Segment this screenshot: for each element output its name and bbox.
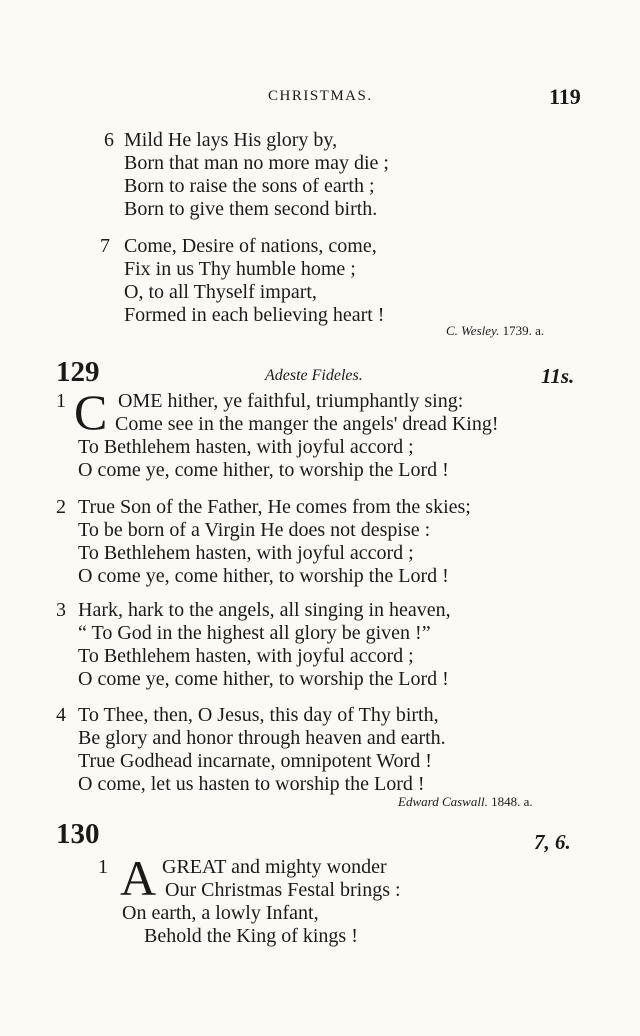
verse-number: 1	[56, 390, 66, 412]
verse-number: 1	[98, 856, 108, 878]
verse-line: O, to all Thyself impart,	[124, 281, 317, 303]
verse-line: “ To God in the highest all glory be given !”	[78, 622, 431, 644]
verse-line: O come ye, come hither, to worship the Lord !	[78, 668, 449, 690]
verse-number: 7	[100, 235, 110, 257]
verse-line: Come see in the manger the angels' dread King!	[115, 413, 499, 435]
verse-line: To Bethlehem hasten, with joyful accord ;	[78, 542, 414, 564]
verse-line: O come, let us hasten to worship the Lord !	[78, 773, 425, 795]
verse-line: Born to raise the sons of earth ;	[124, 175, 375, 197]
page-number: 119	[549, 84, 581, 109]
verse-number: 6	[104, 129, 114, 151]
verse-line: Be glory and honor through heaven and earth.	[78, 727, 446, 749]
hymn-129-meter: 11s.	[541, 364, 575, 388]
verse-line: Born that man no more may die ;	[124, 152, 389, 174]
verse-line: On earth, a lowly Infant,	[122, 902, 319, 924]
attribution-author: C. Wesley.	[446, 323, 500, 338]
hymn-130-number: 130	[56, 818, 100, 850]
verse-line: Hark, hark to the angels, all singing in heaven,	[78, 599, 451, 621]
verse-line: Behold the King of kings !	[144, 925, 358, 947]
verse-line: Fix in us Thy humble home ;	[124, 258, 356, 280]
hymn-129-number: 129	[56, 356, 100, 388]
attribution-year: 1848. a.	[491, 794, 533, 809]
verse-line: Formed in each believing heart !	[124, 304, 385, 326]
verse-line: Our Christmas Festal brings :	[165, 879, 401, 901]
drop-cap: A	[120, 850, 157, 906]
verse-line: To be born of a Virgin He does not despise :	[78, 519, 431, 541]
drop-cap: C	[74, 384, 108, 440]
verse-line: Come, Desire of nations, come,	[124, 235, 377, 257]
verse-number: 4	[56, 704, 66, 726]
verse-line: O come ye, come hither, to worship the Lord !	[78, 459, 449, 481]
verse-line: O come ye, come hither, to worship the Lord !	[78, 565, 449, 587]
verse-line: True Godhead incarnate, omnipotent Word !	[78, 750, 432, 772]
verse-line: To Bethlehem hasten, with joyful accord ;	[78, 645, 414, 667]
verse-line: Born to give them second birth.	[124, 198, 378, 220]
verse-line: To Thee, then, O Jesus, this day of Thy birth,	[78, 704, 439, 726]
verse-number: 3	[56, 599, 66, 621]
verse-line: OME hither, ye faithful, triumphantly sing:	[118, 390, 464, 412]
running-header-title: CHRISTMAS.	[268, 88, 373, 104]
attribution-year: 1739. a.	[502, 323, 545, 338]
attribution-author: Edward Caswall.	[398, 794, 488, 809]
verse-line: To Bethlehem hasten, with joyful accord ;	[78, 436, 414, 458]
hymn-129-attribution	[398, 794, 533, 810]
verse-line: True Son of the Father, He comes from the skies;	[78, 496, 471, 518]
verse-line: GREAT and mighty wonder	[162, 856, 387, 878]
verse-line: Mild He lays His glory by,	[124, 129, 338, 151]
hymn-129-tune: Adeste Fideles.	[265, 367, 363, 384]
verse-number: 2	[56, 496, 66, 518]
prev-hymn-attribution	[446, 323, 544, 339]
hymn-130-meter: 7, 6.	[534, 830, 571, 854]
